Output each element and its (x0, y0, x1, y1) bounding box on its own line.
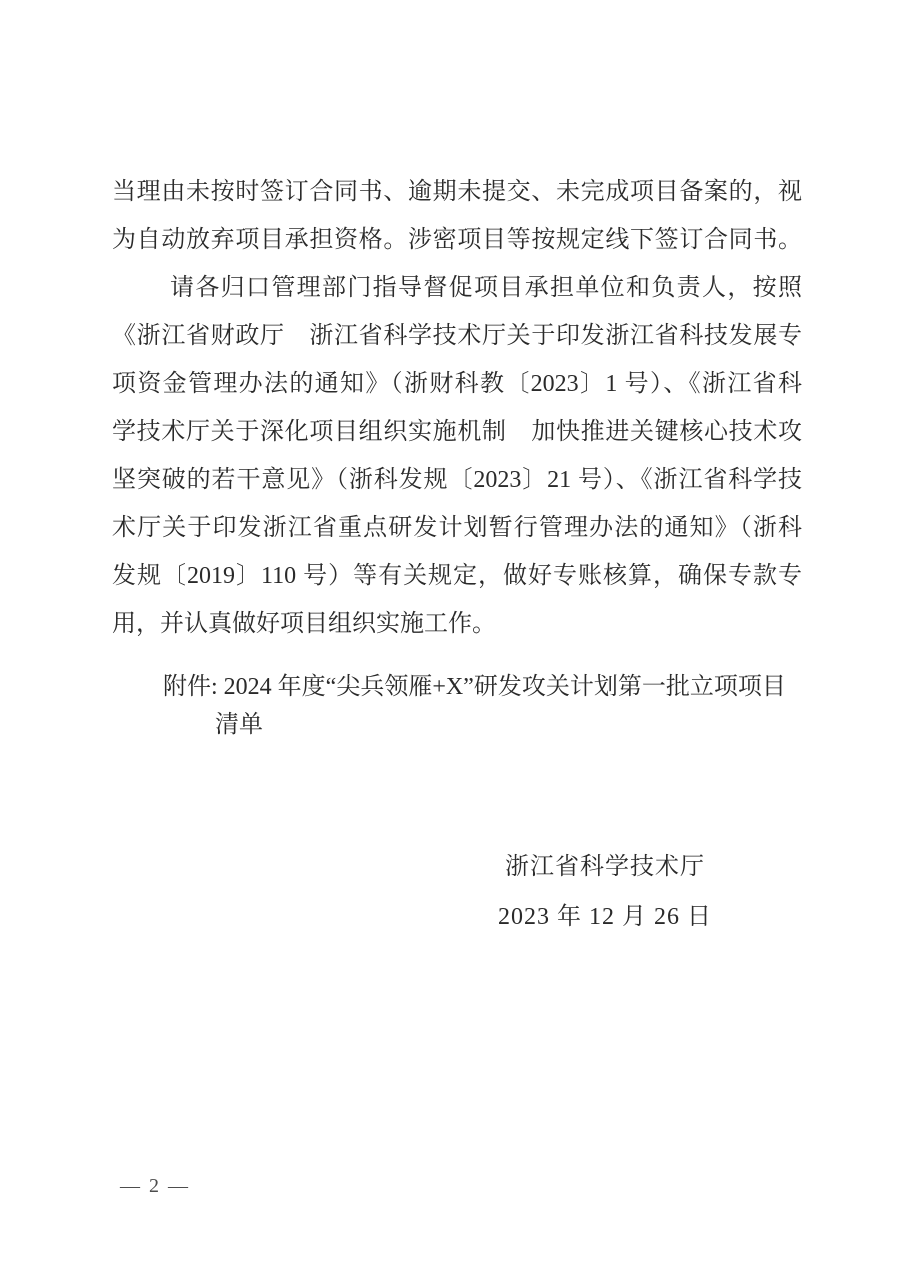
signature-block (460, 842, 750, 942)
signature-issuer: 浙江省科学技术厅 (505, 854, 705, 880)
document-body (112, 168, 802, 648)
attachment-note (112, 668, 802, 744)
attachment-line-2: 清单 (215, 712, 263, 738)
signature-date: 2023 年 12 月 26 日 (498, 904, 712, 930)
page-number: — 2 — (120, 1175, 190, 1197)
body-line-5: 项资金管理办法的通知》（浙财科教〔2023〕1 号）、《浙江省科 (112, 371, 802, 397)
body-line-6: 学技术厅关于深化项目组织实施机制 加快推进关键核心技术攻 (112, 419, 802, 445)
body-line-4: 《浙江省财政厅 浙江省科学技术厅关于印发浙江省科技发展专 (112, 323, 802, 349)
body-line-8: 术厅关于印发浙江省重点研发计划暂行管理办法的通知》（浙科 (112, 515, 802, 541)
body-line-2: 为自动放弃项目承担资格。涉密项目等按规定线下签订合同书。 (112, 227, 802, 253)
body-line-7: 坚突破的若干意见》（浙科发规〔2023〕21 号）、《浙江省科学技 (112, 467, 802, 493)
body-line-9: 发规〔2019〕110 号）等有关规定，做好专账核算，确保专款专 (112, 563, 802, 589)
body-line-10: 用，并认真做好项目组织实施工作。 (112, 611, 496, 637)
body-line-3: 请各归口管理部门指导督促项目承担单位和负责人，按照 (170, 275, 802, 301)
body-line-1: 当理由未按时签订合同书、逾期未提交、未完成项目备案的，视 (112, 179, 802, 205)
page-footer (120, 1172, 190, 1200)
attachment-line-1: 附件: 2024 年度“尖兵领雁+X”研发攻关计划第一批立项项目 (163, 674, 786, 700)
